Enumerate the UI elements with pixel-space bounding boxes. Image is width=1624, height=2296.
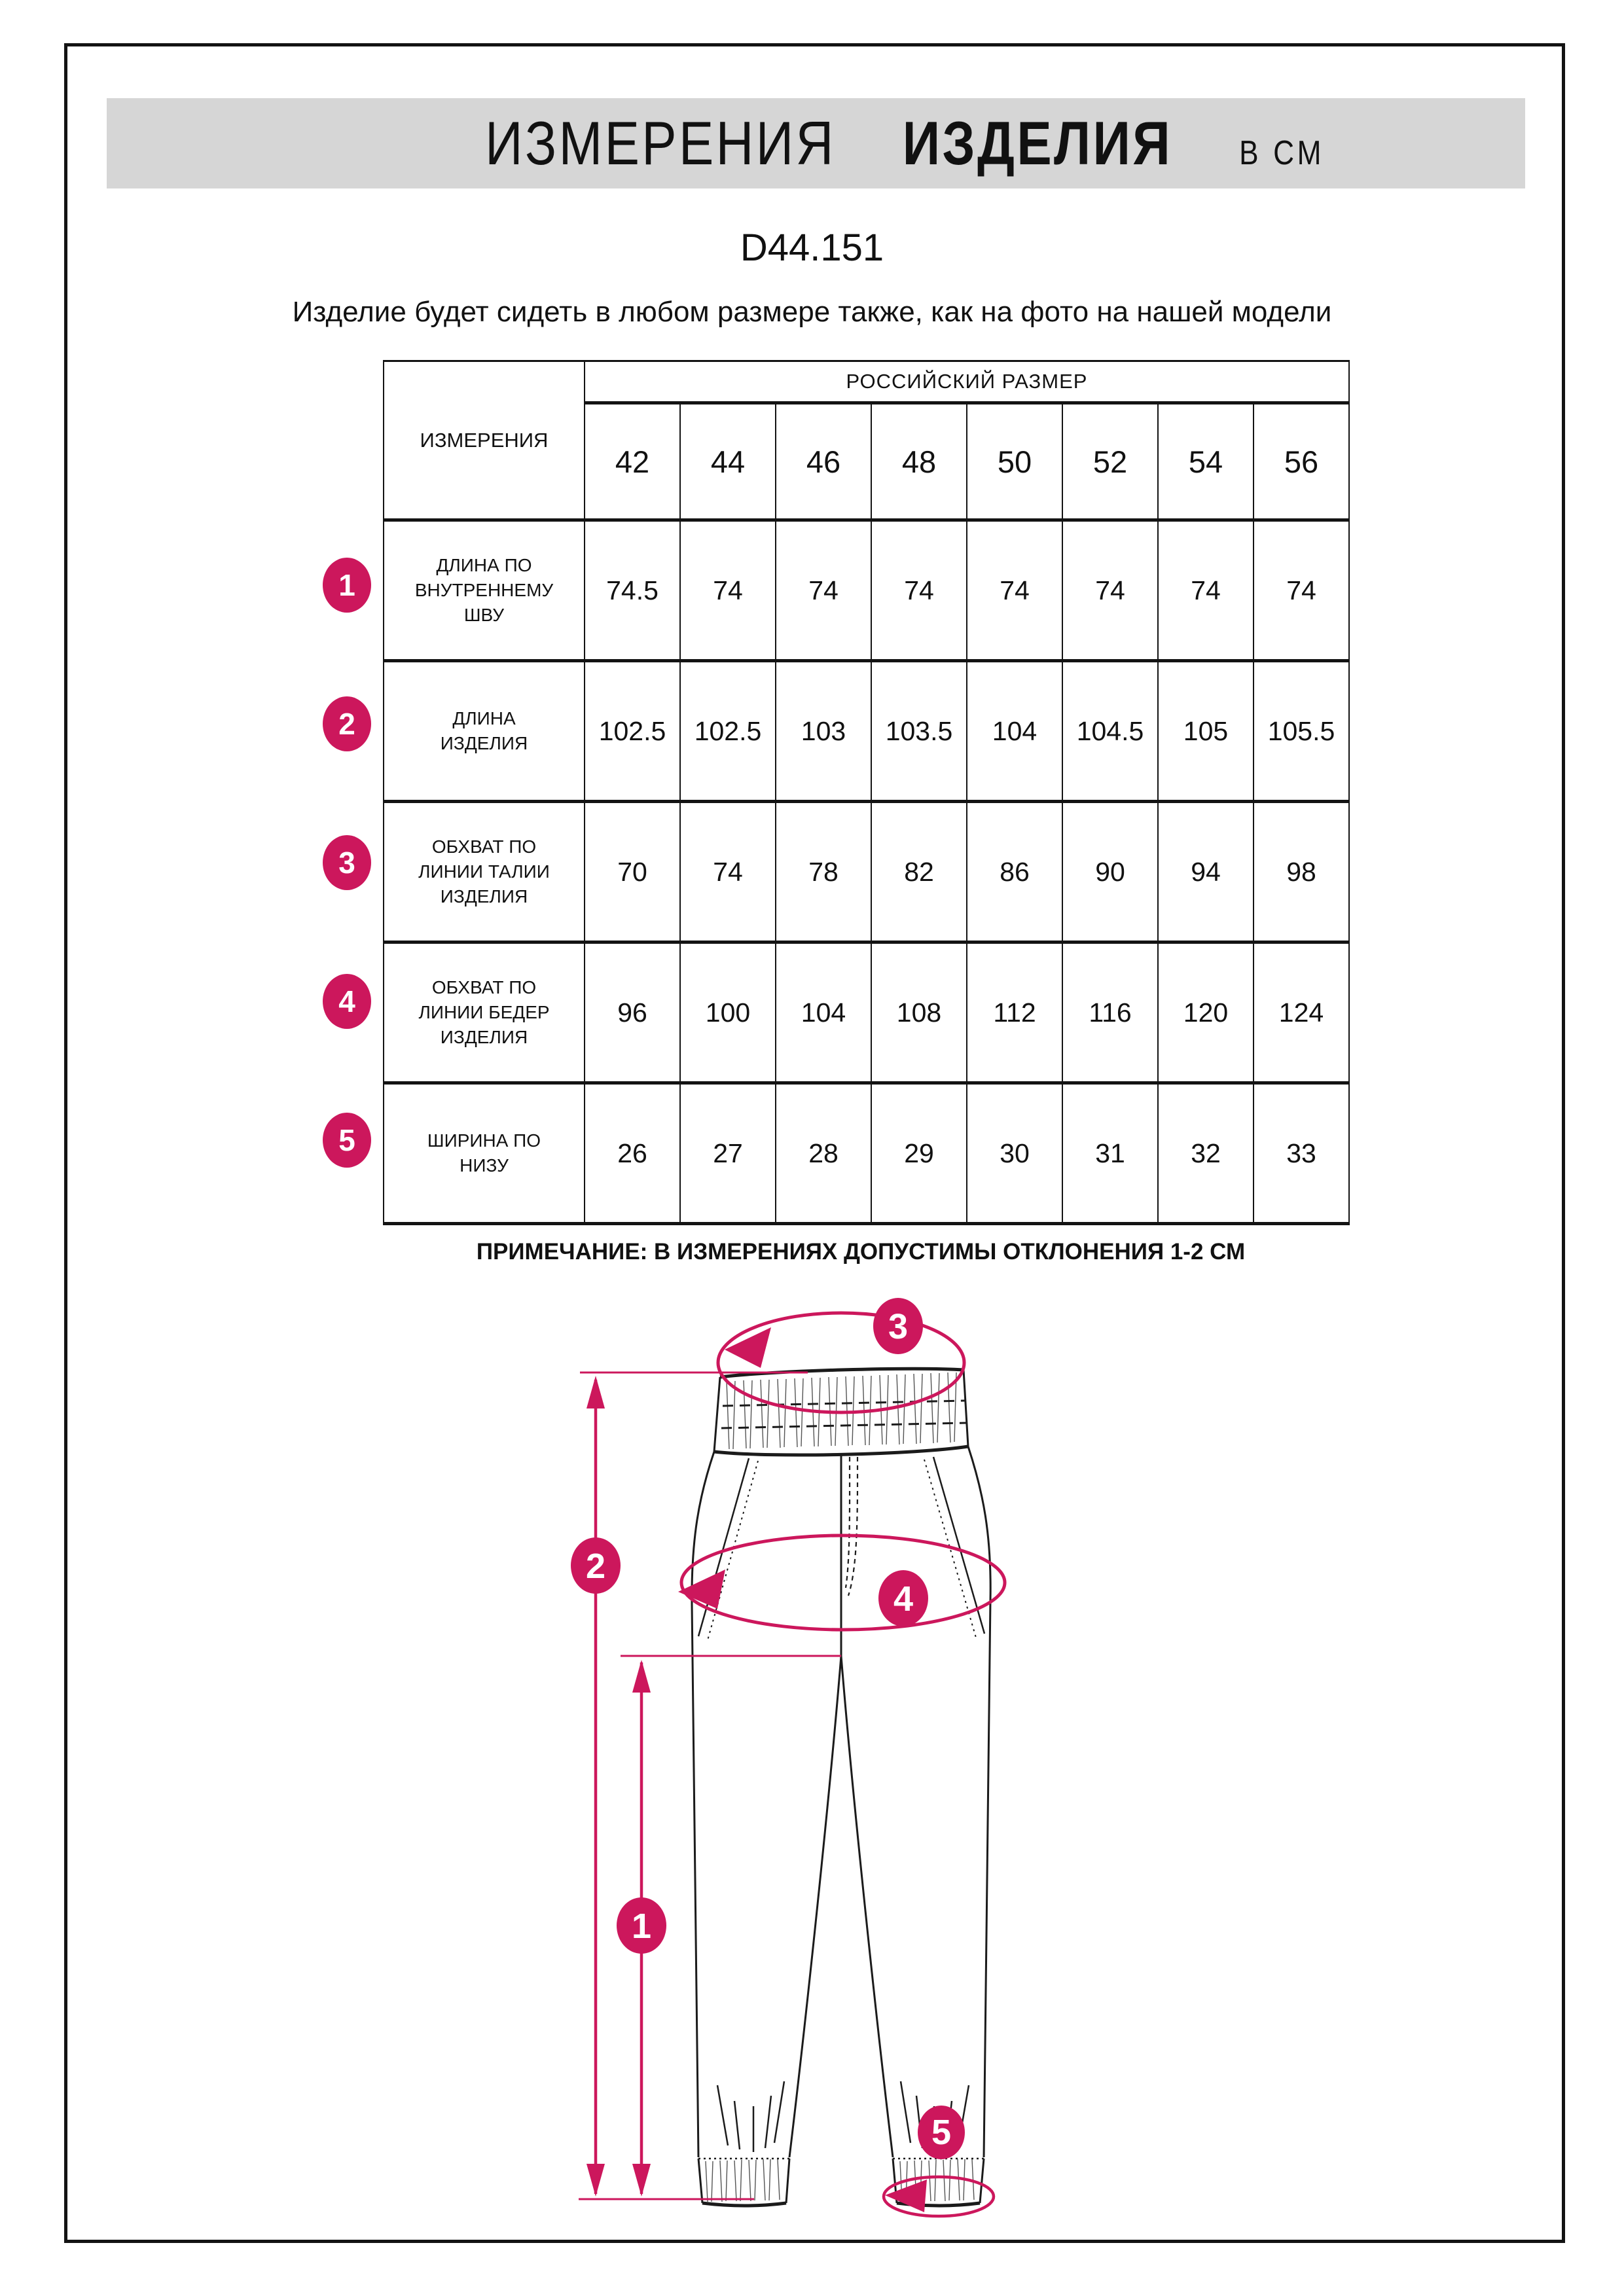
title-band [107,98,1525,188]
cuff-bottom-edges [702,2203,980,2206]
model-number: D44.151 [740,226,884,269]
table-row-hem [384,1083,1349,1224]
measure-value: 26 [585,1083,680,1224]
row-marker-3: 3 [323,835,371,890]
measure-value: 102.5 [585,661,680,802]
arrow-up-inseam [632,1660,651,1693]
table-row-hips [384,942,1349,1083]
measure-value: 124 [1254,942,1349,1083]
measure-label: ОБХВАТ ПО ЛИНИИ БЕДЕР ИЗДЕЛИЯ [384,942,585,1083]
measure-value: 96 [585,942,680,1083]
measure-value: 104.5 [1062,661,1158,802]
arrow-up-total [586,1376,605,1408]
measure-value: 104 [776,942,871,1083]
waistband-stitch-lines [721,1401,966,1428]
russian-size-header: РОССИЙСКИЙ РАЗМЕР [585,361,1349,403]
measure-value: 30 [967,1083,1062,1224]
measure-value: 103 [776,661,871,802]
row-marker-5: 5 [323,1113,371,1168]
measure-value: 27 [680,1083,776,1224]
measure-value: 28 [776,1083,871,1224]
measure-value: 74 [1062,520,1158,661]
measure-value: 120 [1158,942,1254,1083]
measure-value: 32 [1158,1083,1254,1224]
measure-value: 74 [1158,520,1254,661]
measure-value: 102.5 [680,661,776,802]
page-title [485,108,1324,179]
measure-value: 31 [1062,1083,1158,1224]
size-col-header: 48 [871,403,967,520]
right-inseam [841,1656,893,2157]
measure-value: 74 [680,802,776,942]
pants-technical-drawing [563,1270,1139,2265]
size-col-header: 44 [680,403,776,520]
measure-value: 98 [1254,802,1349,942]
title-unit-cm: В СМ [1239,134,1325,172]
measure-value: 112 [967,942,1062,1083]
measure-value: 74 [967,520,1062,661]
arrow-waist-ellipse [725,1327,771,1368]
size-col-header: 56 [1254,403,1349,520]
measure-value: 103.5 [871,661,967,802]
measure-label: ДЛИНА ИЗДЕЛИЯ [384,661,585,802]
size-col-header: 46 [776,403,871,520]
fit-subtitle: Изделие будет сидеть в любом размере также, как на фото на нашей модели [292,296,1332,328]
table-row-waist [384,802,1349,942]
measure-label: ШИРИНА ПО НИЗУ [384,1083,585,1224]
measure-value: 105.5 [1254,661,1349,802]
measure-value: 94 [1158,802,1254,942]
size-table [383,360,1350,1225]
size-col-header: 52 [1062,403,1158,520]
title-word-product: ИЗДЕЛИЯ [902,109,1173,177]
measure-value: 74.5 [585,520,680,661]
hip-girth-ellipse [681,1535,1005,1630]
marker-number-1: 1 [631,1907,652,1946]
arrow-down-inseam [632,2164,651,2197]
fly-stitching [846,1457,857,1596]
waistband-bottom-edge [714,1446,968,1455]
measure-value: 104 [967,661,1062,802]
measure-value: 74 [776,520,871,661]
measure-value: 29 [871,1083,967,1224]
measure-label: ДЛИНА ПО ВНУТРЕННЕМУ ШВУ [384,520,585,661]
marker-number-3: 3 [888,1307,909,1346]
marker-number-5: 5 [931,2113,952,2152]
measure-value: 70 [585,802,680,942]
measure-value: 82 [871,802,967,942]
table-row-length [384,661,1349,802]
marker-number-4: 4 [893,1579,914,1619]
corner-header-cell: ИЗМЕРЕНИЯ [384,361,585,520]
row-marker-2: 2 [323,696,371,751]
measure-value: 74 [680,520,776,661]
cuff-gathers [706,2159,974,2202]
measure-value: 78 [776,802,871,942]
size-col-header: 54 [1158,403,1254,520]
measure-value: 74 [871,520,967,661]
tolerance-note: ПРИМЕЧАНИЕ: В ИЗМЕРЕНИЯХ ДОПУСТИМЫ ОТКЛОНЕНИЯ 1-2 СМ [476,1239,1246,1265]
measure-value: 105 [1158,661,1254,802]
marker-number-2: 2 [585,1547,606,1586]
title-word-measurements: ИЗМЕРЕНИЯ [485,109,836,177]
left-inseam [789,1656,841,2157]
size-col-header: 42 [585,403,680,520]
table-header-group-row [384,361,1349,403]
measure-label: ОБХВАТ ПО ЛИНИИ ТАЛИИ ИЗДЕЛИЯ [384,802,585,942]
size-col-header: 50 [967,403,1062,520]
measure-value: 116 [1062,942,1158,1083]
garment-outline [692,1369,990,2206]
row-marker-1: 1 [323,558,371,613]
measure-value: 33 [1254,1083,1349,1224]
measure-value: 108 [871,942,967,1083]
measure-value: 100 [680,942,776,1083]
measure-value: 86 [967,802,1062,942]
arrow-hip-ellipse [678,1570,725,1609]
arrowheads [586,1327,927,2212]
measure-value: 74 [1254,520,1349,661]
row-marker-4: 4 [323,974,371,1029]
arrow-down-total [586,2164,605,2197]
table-row-inseam [384,520,1349,661]
measure-value: 90 [1062,802,1158,942]
